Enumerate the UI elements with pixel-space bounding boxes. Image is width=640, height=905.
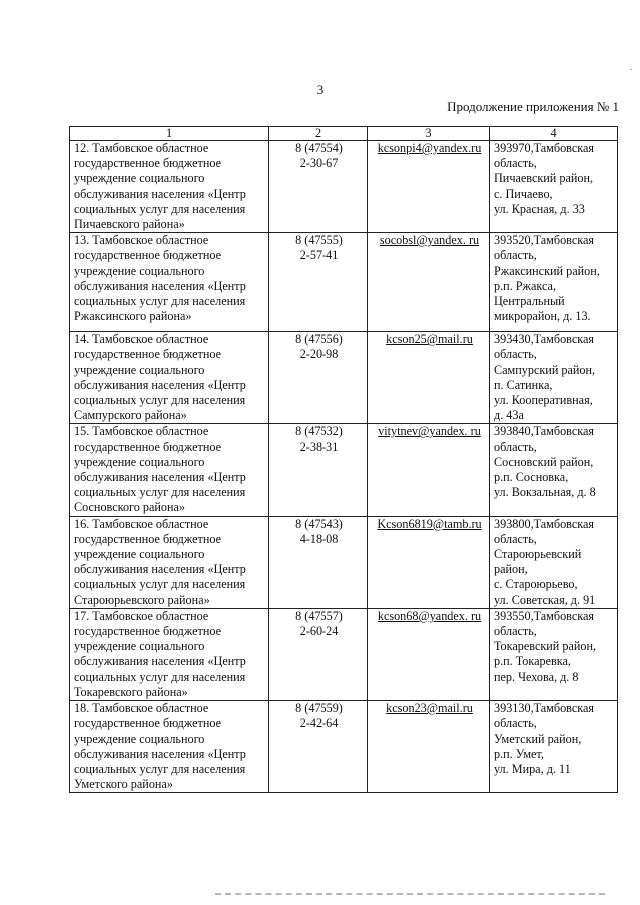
organization-name: 15. Тамбовское областное государственное бюджетное учреждение социального обслуживания населения «Центр социальных услуг для населения Сосновского района»	[70, 424, 269, 516]
table-row	[70, 141, 618, 233]
table-header-row	[70, 127, 618, 141]
address-line: 393520,Тамбовская	[494, 233, 595, 248]
organization-name: 14. Тамбовское областное государственное бюджетное учреждение социального обслуживания населения «Центр социальных услуг для населения Сампурского района»	[70, 332, 269, 424]
address-cell	[490, 332, 618, 424]
phone-cell	[269, 233, 368, 332]
address-line: 393970,Тамбовская	[494, 141, 595, 155]
phone-cell	[269, 332, 368, 424]
table-row	[70, 424, 618, 516]
column-header-3: 3	[368, 127, 490, 141]
phone-number: 2-60-24	[299, 624, 339, 639]
phone-cell	[269, 516, 368, 608]
phone-number: 2-57-41	[299, 248, 339, 263]
address-line: область,	[494, 624, 537, 639]
phone-code: 8 (47559)	[295, 701, 343, 716]
address-line: п. Сатинка,	[494, 377, 553, 392]
email-link[interactable]: socobsl@yandex. ru	[368, 233, 490, 332]
address-cell	[490, 424, 618, 516]
column-header-1: 1	[70, 127, 269, 141]
email-link[interactable]: Kcson6819@tamb.ru	[368, 516, 490, 608]
address-line: 393840,Тамбовская	[494, 424, 595, 439]
address-line: Токаревский район,	[494, 639, 597, 654]
address-line: р.п. Умет,	[494, 746, 544, 761]
address-cell	[490, 701, 618, 793]
address-line: Сампурский район,	[494, 362, 596, 377]
column-header-2: 2	[269, 127, 368, 141]
phone-cell	[269, 701, 368, 793]
address-line: область,	[494, 156, 537, 171]
address-line: 393800,Тамбовская	[494, 516, 595, 531]
continuation-label: Продолжение приложения № 1	[447, 99, 619, 114]
organization-name: 17. Тамбовское областное государственное бюджетное учреждение социального обслуживания населения «Центр социальных услуг для населения Токаревского района»	[70, 608, 269, 700]
address-line: Центральный	[494, 294, 565, 309]
address-line: с. Пичаево,	[494, 186, 553, 201]
organization-name: 13. Тамбовское областное государственное бюджетное учреждение социального обслуживания населения «Центр социальных услуг для населения Ржаксинского района»	[70, 233, 269, 332]
address-line: 393550,Тамбовская	[494, 608, 595, 623]
table-row	[70, 233, 618, 332]
organizations-table	[69, 126, 618, 793]
address-line: ул. Красная, д. 33	[494, 201, 585, 216]
address-line: Староюрьевский	[494, 547, 582, 562]
address-line: область,	[494, 347, 537, 362]
address-cell	[490, 516, 618, 608]
page-number: 3	[316, 82, 324, 97]
address-line: с. Староюрьево,	[494, 577, 578, 592]
address-line: д. 43а	[494, 408, 524, 423]
address-line: р.п. Сосновка,	[494, 470, 569, 485]
column-header-4: 4	[490, 127, 618, 141]
address-line: пер. Чехова, д. 8	[494, 669, 579, 684]
address-line: область,	[494, 248, 537, 263]
phone-code: 8 (47555)	[295, 233, 343, 248]
email-link[interactable]: kcson25@mail.ru	[368, 332, 490, 424]
address-line: Пичаевский район,	[494, 171, 594, 186]
address-line: ул. Кооперативная,	[494, 393, 593, 408]
address-line: район,	[494, 562, 528, 577]
email-link[interactable]: kcsonpi4@yandex.ru	[368, 141, 490, 233]
phone-code: 8 (47556)	[295, 332, 343, 347]
phone-code: 8 (47557)	[295, 608, 343, 623]
address-line: ул. Мира, д. 11	[494, 761, 571, 776]
phone-cell	[269, 608, 368, 700]
address-line: ул. Советская, д. 91	[494, 592, 596, 607]
address-line: Ржаксинский район,	[494, 263, 600, 278]
address-line: область,	[494, 439, 537, 454]
address-line: Уметский район,	[494, 731, 582, 746]
organization-name: 16. Тамбовское областное государственное бюджетное учреждение социального обслуживания населения «Центр социальных услуг для населения Староюрьевского района»	[70, 516, 269, 608]
phone-number: 2-30-67	[299, 156, 339, 171]
address-cell	[490, 608, 618, 700]
phone-cell	[269, 141, 368, 233]
phone-number: 2-38-31	[299, 439, 339, 454]
scan-mark: .	[630, 62, 633, 72]
phone-number: 4-18-08	[299, 531, 339, 546]
organization-name: 18. Тамбовское областное государственное бюджетное учреждение социального обслуживания населения «Центр социальных услуг для населения Уметского района»	[70, 701, 269, 793]
address-cell	[490, 233, 618, 332]
address-line: микрорайон, д. 13.	[494, 309, 591, 324]
email-link[interactable]: kcson23@mail.ru	[368, 701, 490, 793]
table-row	[70, 701, 618, 793]
address-line: ул. Вокзальная, д. 8	[494, 485, 596, 500]
scan-bottom-marks	[215, 893, 605, 898]
table-row	[70, 332, 618, 424]
phone-code: 8 (47543)	[295, 516, 343, 531]
address-line: Сосновский район,	[494, 454, 594, 469]
email-link[interactable]: vitytnev@yandex. ru	[368, 424, 490, 516]
phone-number: 2-20-98	[299, 347, 339, 362]
address-line: 393430,Тамбовская	[494, 332, 595, 347]
phone-code: 8 (47554)	[295, 141, 343, 155]
table-body	[70, 141, 618, 793]
table-row	[70, 516, 618, 608]
table-row	[70, 608, 618, 700]
address-line: 393130,Тамбовская	[494, 701, 595, 716]
address-cell	[490, 141, 618, 233]
address-line: р.п. Ржакса,	[494, 278, 556, 293]
phone-cell	[269, 424, 368, 516]
organization-name: 12. Тамбовское областное государственное бюджетное учреждение социального обслуживания населения «Центр социальных услуг для населения Пичаевского района»	[70, 141, 269, 233]
address-line: область,	[494, 531, 537, 546]
email-link[interactable]: kcson68@yandex. ru	[368, 608, 490, 700]
phone-code: 8 (47532)	[295, 424, 343, 439]
address-line: область,	[494, 716, 537, 731]
address-line: р.п. Токаревка,	[494, 654, 571, 669]
phone-number: 2-42-64	[299, 716, 339, 731]
